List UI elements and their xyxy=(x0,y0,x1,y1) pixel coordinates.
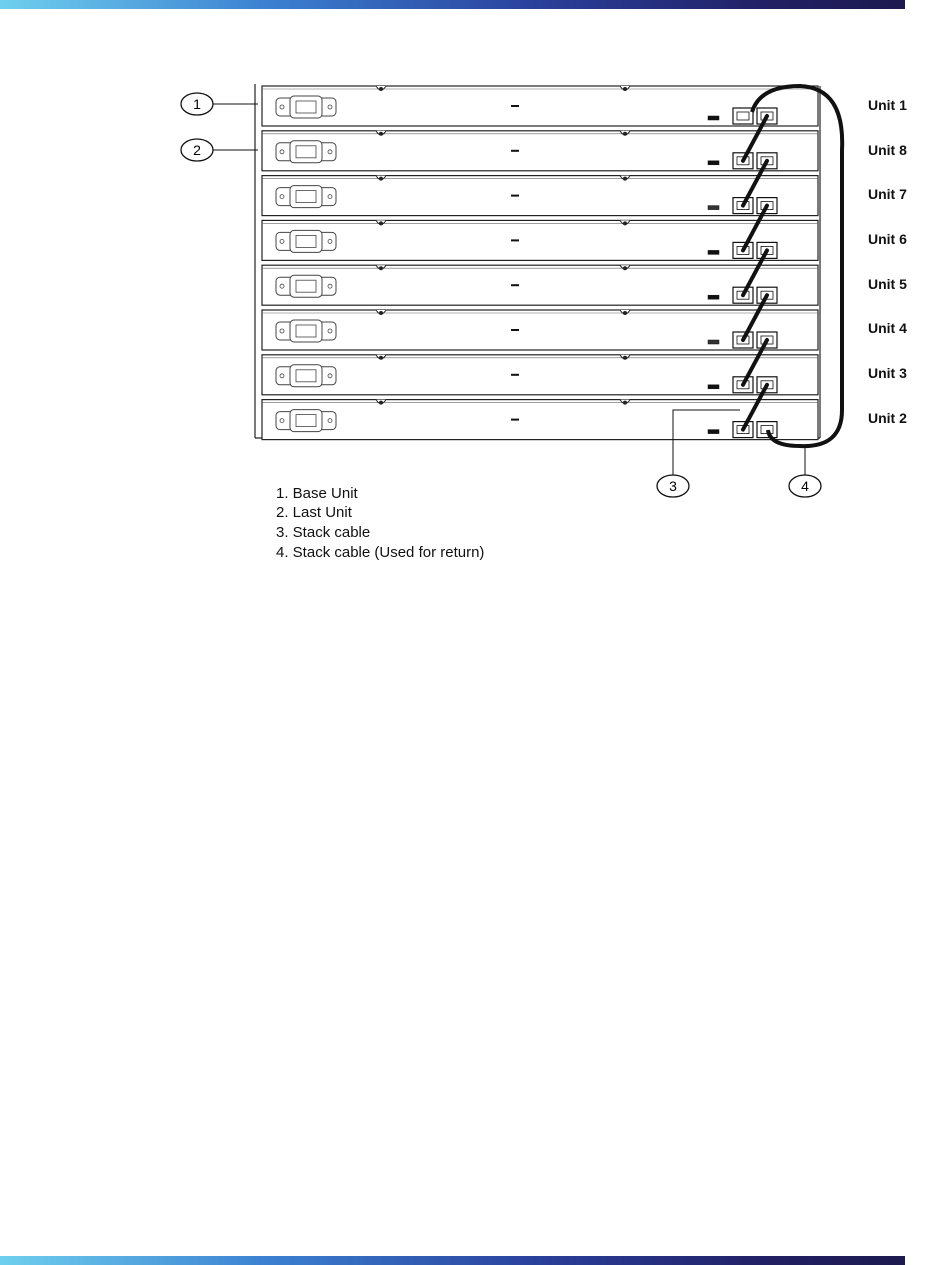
switch-unit xyxy=(262,176,818,216)
stack-port-icon xyxy=(757,422,777,438)
switch-unit xyxy=(262,220,818,260)
switch-unit xyxy=(262,131,818,171)
power-connector-icon xyxy=(276,96,336,118)
power-connector-icon xyxy=(276,230,336,252)
unit-label-4: Unit 4 xyxy=(868,320,907,336)
unit-label-8: Unit 8 xyxy=(868,142,907,158)
callout-2 xyxy=(181,139,258,161)
stack-diagram xyxy=(0,0,930,600)
svg-text:3: 3 xyxy=(669,478,677,494)
power-connector-icon xyxy=(276,410,336,432)
legend-item-base-unit: 1. Base Unit xyxy=(276,485,358,502)
power-connector-icon xyxy=(276,186,336,208)
unit-label-2: Unit 2 xyxy=(868,410,907,426)
switch-unit xyxy=(262,400,818,440)
power-connector-icon xyxy=(276,275,336,297)
legend-item-return-cable: 4. Stack cable (Used for return) xyxy=(276,544,485,561)
stack-port-icon xyxy=(733,108,753,124)
switch-unit xyxy=(262,265,818,305)
unit-label-7: Unit 7 xyxy=(868,186,907,202)
legend-item-stack-cable: 3. Stack cable xyxy=(276,524,371,541)
svg-text:2: 2 xyxy=(193,142,201,158)
switch-unit xyxy=(262,355,818,395)
callout-1 xyxy=(181,93,258,115)
power-connector-icon xyxy=(276,365,336,387)
svg-text:1: 1 xyxy=(193,96,201,112)
unit-label-5: Unit 5 xyxy=(868,276,907,292)
unit-label-6: Unit 6 xyxy=(868,231,907,247)
power-connector-icon xyxy=(276,320,336,342)
svg-text:4: 4 xyxy=(801,478,809,494)
switch-unit xyxy=(262,86,818,126)
unit-label-1: Unit 1 xyxy=(868,97,907,113)
unit-label-3: Unit 3 xyxy=(868,365,907,381)
power-connector-icon xyxy=(276,141,336,163)
switch-units xyxy=(262,86,818,440)
callout-4 xyxy=(789,446,821,497)
switch-unit xyxy=(262,310,818,350)
legend-item-last-unit: 2. Last Unit xyxy=(276,504,352,521)
footer-gradient-bar xyxy=(0,1256,905,1265)
